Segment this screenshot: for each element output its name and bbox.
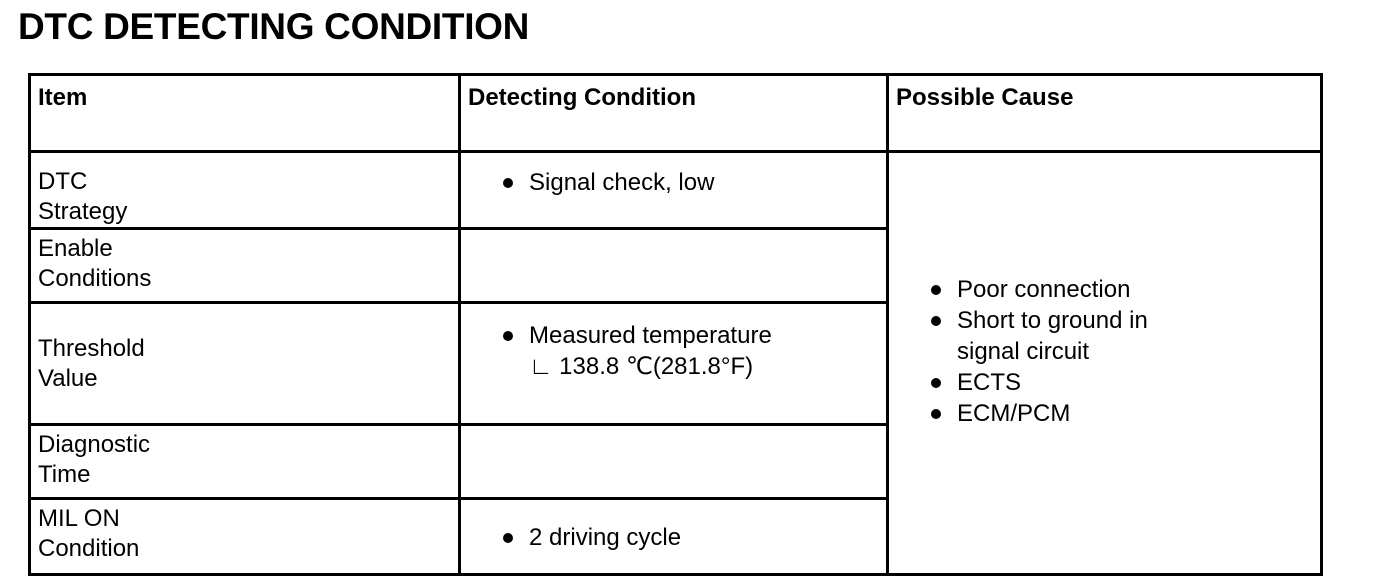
- item-cell-enable-conditions: [30, 229, 460, 303]
- cause-bullet: [929, 274, 1312, 305]
- dtc-detecting-condition-table: [28, 73, 1323, 576]
- table-header-row: [30, 75, 1322, 152]
- item-label: Threshold Value: [38, 335, 145, 392]
- condition-cell-threshold-value: [460, 303, 888, 425]
- condition-cell-diagnostic-time: [460, 425, 888, 499]
- cause-bullet: [929, 398, 1312, 429]
- condition-text: Signal check, low: [529, 169, 715, 196]
- item-cell-threshold-value: [30, 303, 460, 425]
- item-label: Diagnostic Time: [38, 431, 151, 488]
- condition-bullet: [501, 167, 878, 198]
- item-cell-mil-on-condition: [30, 499, 460, 575]
- condition-cell-enable-conditions: [460, 229, 888, 303]
- item-label: Enable Conditions: [38, 235, 152, 292]
- item-cell-dtc-strategy: [30, 152, 460, 229]
- condition-bullet: [501, 522, 878, 553]
- table-row: [30, 152, 1322, 229]
- possible-cause-cell: [888, 152, 1322, 575]
- cause-text: ECTS: [957, 368, 1022, 396]
- item-label: DTC Strategy: [38, 168, 128, 225]
- cause-bullet: [929, 305, 1312, 367]
- page-title: DTC DETECTING CONDITION: [18, 6, 530, 47]
- header-detecting-condition: Detecting Condition: [460, 75, 888, 152]
- condition-cell-mil-on-condition: [460, 499, 888, 575]
- condition-cell-dtc-strategy: [460, 152, 888, 229]
- header-item: Item: [30, 75, 460, 152]
- condition-bullet: [501, 320, 878, 382]
- cause-text: Poor connection: [957, 275, 1131, 303]
- header-possible-cause: Possible Cause: [888, 75, 1322, 152]
- item-cell-diagnostic-time: [30, 425, 460, 499]
- condition-text: Measured temperature ∟ 138.8 ℃(281.8°F): [529, 322, 772, 380]
- cause-text: Short to ground in signal circuit: [957, 306, 1148, 365]
- item-label: MIL ON Condition: [38, 505, 140, 562]
- cause-text: ECM/PCM: [957, 399, 1071, 427]
- condition-text: 2 driving cycle: [529, 524, 682, 551]
- cause-bullet: [929, 367, 1312, 398]
